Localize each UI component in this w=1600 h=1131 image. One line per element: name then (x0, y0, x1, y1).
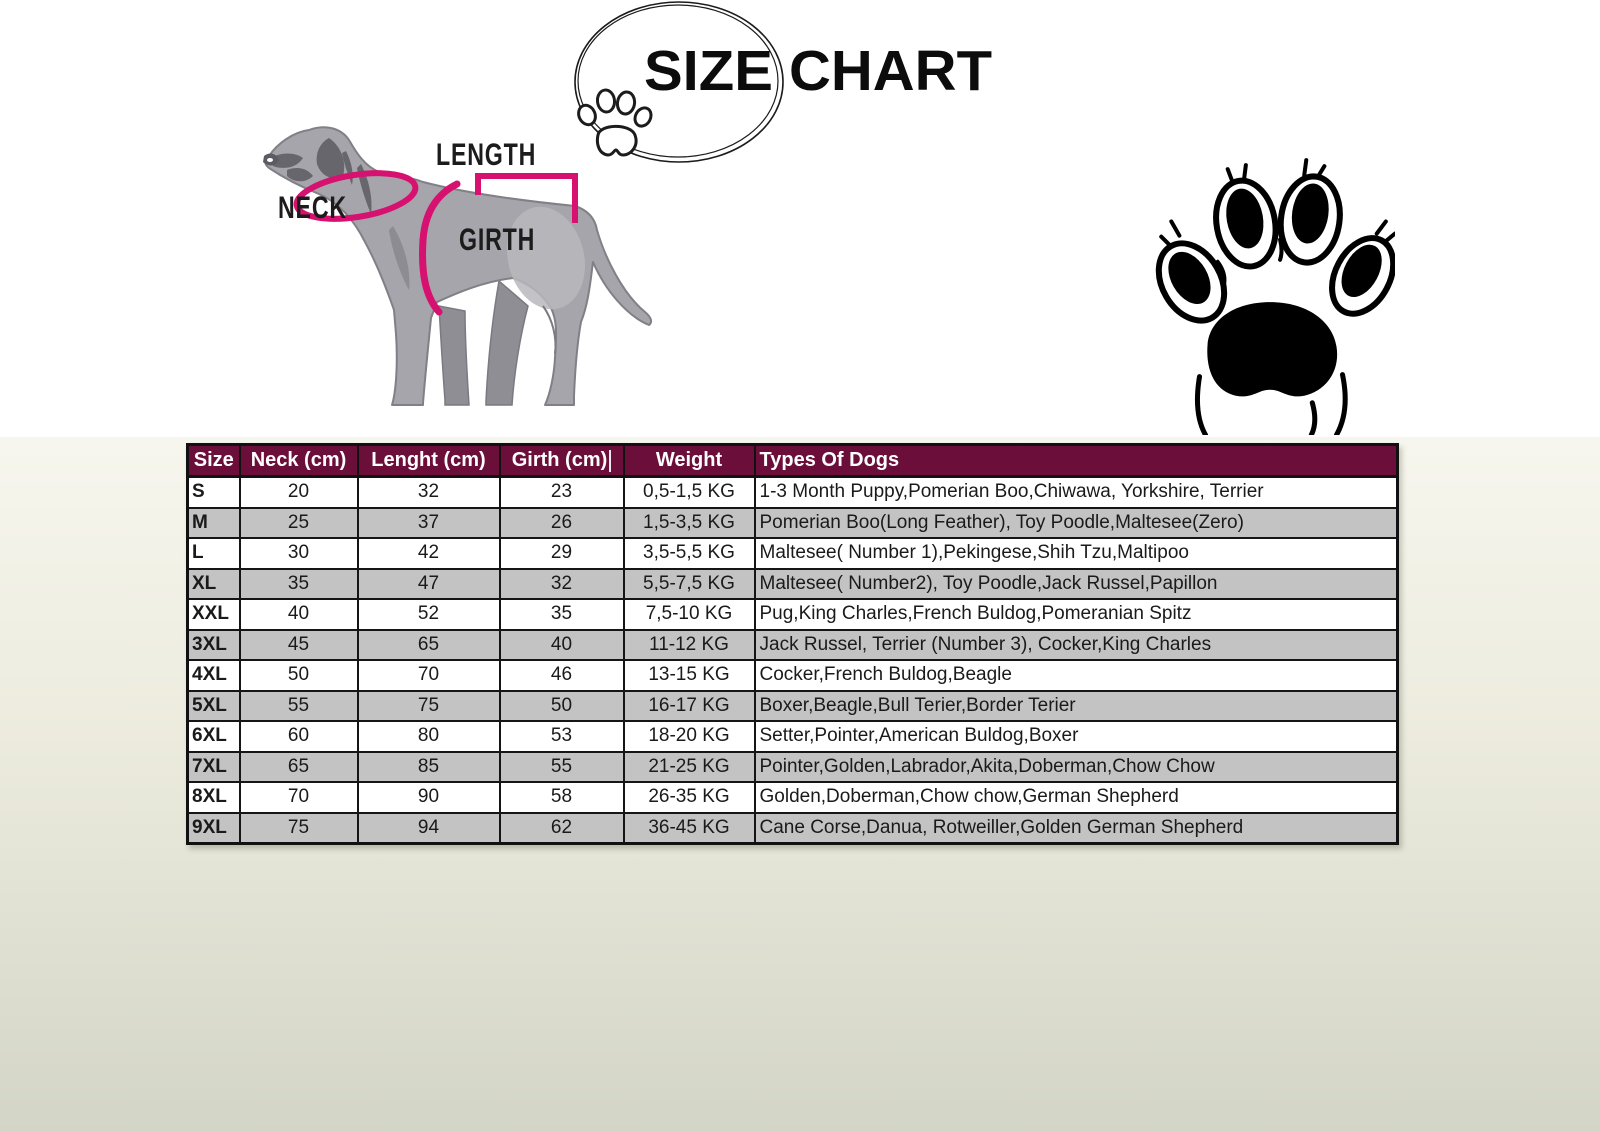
table-row (188, 538, 1398, 569)
table-cell: 20 (240, 477, 358, 508)
table-cell: 60 (240, 721, 358, 752)
table-cell: 35 (240, 569, 358, 600)
table-cell: 5XL (188, 691, 240, 722)
table-cell: 35 (500, 599, 624, 630)
table-row (188, 721, 1398, 752)
table-cell: 55 (240, 691, 358, 722)
table-cell: 29 (500, 538, 624, 569)
table-cell: Pointer,Golden,Labrador,Akita,Doberman,Chow Chow (755, 752, 1398, 783)
table-row (188, 630, 1398, 661)
table-cell: 9XL (188, 813, 240, 844)
table-cell: 75 (358, 691, 500, 722)
table-row (188, 477, 1398, 508)
column-header-lenght-cm: Lenght (cm) (358, 445, 500, 477)
paw-print-icon (1143, 143, 1395, 435)
table-cell: 1,5-3,5 KG (624, 508, 755, 539)
table-cell: 75 (240, 813, 358, 844)
table-cell: 65 (358, 630, 500, 661)
table-row (188, 508, 1398, 539)
table-cell: 1-3 Month Puppy,Pomerian Boo,Chiwawa, Yorkshire, Terrier (755, 477, 1398, 508)
table-cell: 80 (358, 721, 500, 752)
table-cell: 50 (240, 660, 358, 691)
column-header-neck-cm: Neck (cm) (240, 445, 358, 477)
table-row (188, 752, 1398, 783)
table-cell: 53 (500, 721, 624, 752)
table-cell: 0,5-1,5 KG (624, 477, 755, 508)
column-header-girth-cm: Girth (cm) (500, 445, 624, 477)
table-cell: 47 (358, 569, 500, 600)
table-cell: 37 (358, 508, 500, 539)
table-row (188, 660, 1398, 691)
table-cell: 40 (500, 630, 624, 661)
table-cell: 62 (500, 813, 624, 844)
table-cell: 70 (358, 660, 500, 691)
table-cell: Pomerian Boo(Long Feather), Toy Poodle,Maltesee(Zero) (755, 508, 1398, 539)
table-cell: S (188, 477, 240, 508)
table-cell: 52 (358, 599, 500, 630)
table-cell: 5,5-7,5 KG (624, 569, 755, 600)
table-cell: 3XL (188, 630, 240, 661)
column-header-weight: Weight (624, 445, 755, 477)
table-cell: Jack Russel, Terrier (Number 3), Cocker,King Charles (755, 630, 1398, 661)
table-cell: Maltesee( Number2), Toy Poodle,Jack Russel,Papillon (755, 569, 1398, 600)
table-cell: Pug,King Charles,French Buldog,Pomeranian Spitz (755, 599, 1398, 630)
table-cell: Cocker,French Buldog,Beagle (755, 660, 1398, 691)
table-cell: 55 (500, 752, 624, 783)
table-cell: 90 (358, 782, 500, 813)
table-cell: 18-20 KG (624, 721, 755, 752)
table-cell: 30 (240, 538, 358, 569)
table-cell: Maltesee( Number 1),Pekingese,Shih Tzu,Maltipoo (755, 538, 1398, 569)
table-row (188, 691, 1398, 722)
table-cell: 13-15 KG (624, 660, 755, 691)
table-row (188, 813, 1398, 844)
table-cell: 85 (358, 752, 500, 783)
text-cursor (609, 450, 611, 472)
table-cell: 26 (500, 508, 624, 539)
table-cell: Setter,Pointer,American Buldog,Boxer (755, 721, 1398, 752)
length-label: LENGTH (436, 138, 537, 173)
table-cell: 50 (500, 691, 624, 722)
table-cell: 70 (240, 782, 358, 813)
table-cell: XL (188, 569, 240, 600)
table-row (188, 569, 1398, 600)
table-cell: 58 (500, 782, 624, 813)
table-cell: 26-35 KG (624, 782, 755, 813)
table-cell: 40 (240, 599, 358, 630)
table-cell: 8XL (188, 782, 240, 813)
table-cell: 7XL (188, 752, 240, 783)
table-cell: 94 (358, 813, 500, 844)
table-cell: 32 (500, 569, 624, 600)
page-title: SIZE CHART (644, 38, 992, 103)
girth-label: GIRTH (459, 223, 536, 258)
table-cell: 6XL (188, 721, 240, 752)
table-cell: 4XL (188, 660, 240, 691)
table-cell: 3,5-5,5 KG (624, 538, 755, 569)
table-cell: 11-12 KG (624, 630, 755, 661)
table-cell: XXL (188, 599, 240, 630)
table-row (188, 782, 1398, 813)
table-header-row (188, 445, 1398, 477)
table-cell: Golden,Doberman,Chow chow,German Shepherd (755, 782, 1398, 813)
table-row (188, 599, 1398, 630)
table-cell: 46 (500, 660, 624, 691)
table-cell: 45 (240, 630, 358, 661)
table-cell: Boxer,Beagle,Bull Terier,Border Terier (755, 691, 1398, 722)
neck-label: NECK (278, 191, 347, 226)
paw-main-pad (1207, 302, 1337, 396)
table-cell: 23 (500, 477, 624, 508)
table-cell: 16-17 KG (624, 691, 755, 722)
table-cell: 7,5-10 KG (624, 599, 755, 630)
table-cell: 65 (240, 752, 358, 783)
table-cell: 25 (240, 508, 358, 539)
table-cell: 42 (358, 538, 500, 569)
table-cell: 36-45 KG (624, 813, 755, 844)
table-cell: M (188, 508, 240, 539)
size-table (186, 443, 1399, 845)
table-cell: Cane Corse,Danua, Rotweiller,Golden German Shepherd (755, 813, 1398, 844)
table-cell: 21-25 KG (624, 752, 755, 783)
table-cell: L (188, 538, 240, 569)
table-cell: 32 (358, 477, 500, 508)
column-header-size: Size (188, 445, 240, 477)
column-header-types-of-dogs: Types Of Dogs (755, 445, 1398, 477)
